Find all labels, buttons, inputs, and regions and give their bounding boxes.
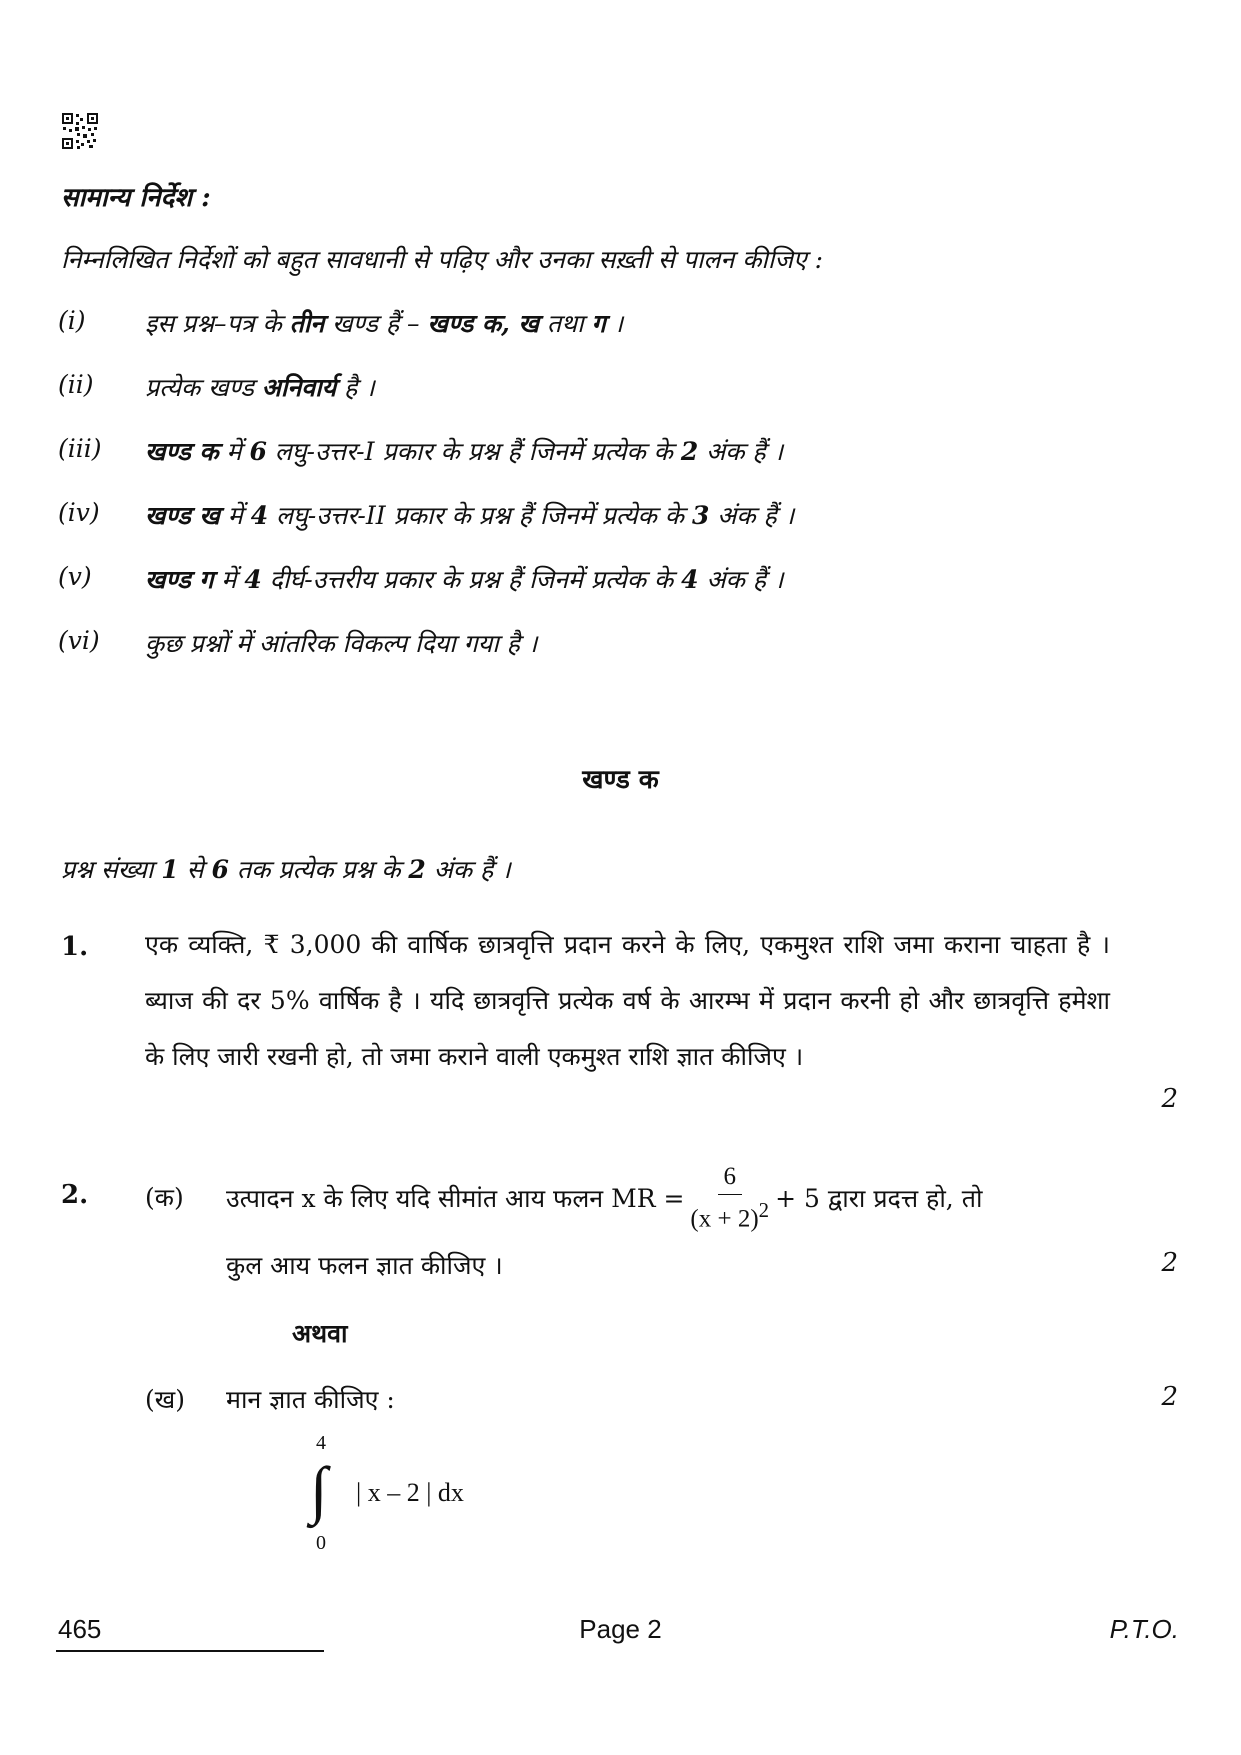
- part-label: (क): [145, 1183, 184, 1212]
- question-marks: 2: [1161, 1382, 1178, 1412]
- question-number: 2.: [61, 1180, 89, 1210]
- instruction-number: (v): [58, 562, 92, 591]
- paper-code: 465: [58, 1614, 102, 1644]
- qr-code-icon: [61, 112, 99, 150]
- instructions-title: सामान्य निर्देश :: [61, 183, 211, 213]
- section-title: खण्ड क: [582, 765, 659, 795]
- question-marks: 2: [1161, 1084, 1178, 1114]
- footer-divider: [56, 1650, 324, 1652]
- integral-lower-limit: 0: [316, 1532, 326, 1554]
- integral-upper-limit: 4: [316, 1432, 326, 1454]
- instruction-item: खण्ड ख में 4 लघु-उत्तर-II प्रकार के प्रश्न हैं जिनमें प्रत्येक के 3 अंक हैं ।: [145, 501, 795, 530]
- question-marks: 2: [1161, 1248, 1178, 1278]
- instruction-item: कुछ प्रश्नों में आंतरिक विकल्प दिया गया है ।: [145, 629, 538, 658]
- question-text: उत्पादन x के लिए यदि सीमांत आय फलन MR = $\frac{6}{(x + 2)^2}$ + 5 द्वारा प्रदत्त हो, तो: [226, 1162, 983, 1233]
- or-label: अथवा: [292, 1319, 348, 1348]
- instructions-intro: निम्नलिखित निर्देशों को बहुत सावधानी से पढ़िए और उनका सख़्ती से पालन कीजिए :: [61, 245, 824, 274]
- integrand: | x – 2 | dx: [356, 1478, 464, 1507]
- question-number: 1.: [61, 932, 89, 962]
- instruction-item: खण्ड ग में 4 दीर्घ-उत्तरीय प्रकार के प्रश्न हैं जिनमें प्रत्येक के 4 अंक हैं ।: [145, 565, 784, 594]
- page-number: Page 2: [579, 1614, 662, 1644]
- instruction-number: (iii): [58, 434, 102, 463]
- question-text: एक व्यक्ति, ₹ 3,000 की वार्षिक छात्रवृत्ति प्रदान करने के लिए, एकमुश्त राशि जमा कराना चाहता है । ब्याज की दर 5% वार्षिक है । यदि छात्रवृत्ति प्रत्येक वर्ष के आरम्भ में प्रदान करनी हो और छात्रवृत्ति हमेशा के लिए जारी रखनी हो, तो जमा कराने वाली एकमुश्त राशि ज्ञात कीजिए ।: [145, 930, 1110, 1071]
- fraction: $\frac{6}{(x + 2)^2}$: [690, 1162, 770, 1233]
- integral-sign: ∫: [310, 1454, 328, 1525]
- question-text-continued: कुल आय फलन ज्ञात कीजिए ।: [226, 1251, 503, 1280]
- instruction-number: (i): [58, 306, 86, 335]
- instruction-number: (ii): [58, 370, 94, 399]
- instruction-item: प्रत्येक खण्ड अनिवार्य है ।: [145, 373, 375, 402]
- please-turn-over: P.T.O.: [1109, 1614, 1179, 1644]
- instruction-number: (iv): [58, 498, 100, 527]
- question-text: मान ज्ञात कीजिए :: [226, 1385, 395, 1414]
- instruction-item: खण्ड क में 6 लघु-उत्तर-I प्रकार के प्रश्न हैं जिनमें प्रत्येक के 2 अंक हैं ।: [145, 437, 784, 466]
- part-label: (ख): [145, 1385, 185, 1414]
- instruction-item: इस प्रश्न–पत्र के तीन खण्ड हैं – खण्ड क, ख तथा ग ।: [145, 309, 624, 338]
- instruction-number: (vi): [58, 626, 100, 655]
- section-note: प्रश्न संख्या 1 से 6 तक प्रत्येक प्रश्न के 2 अंक हैं ।: [61, 855, 511, 884]
